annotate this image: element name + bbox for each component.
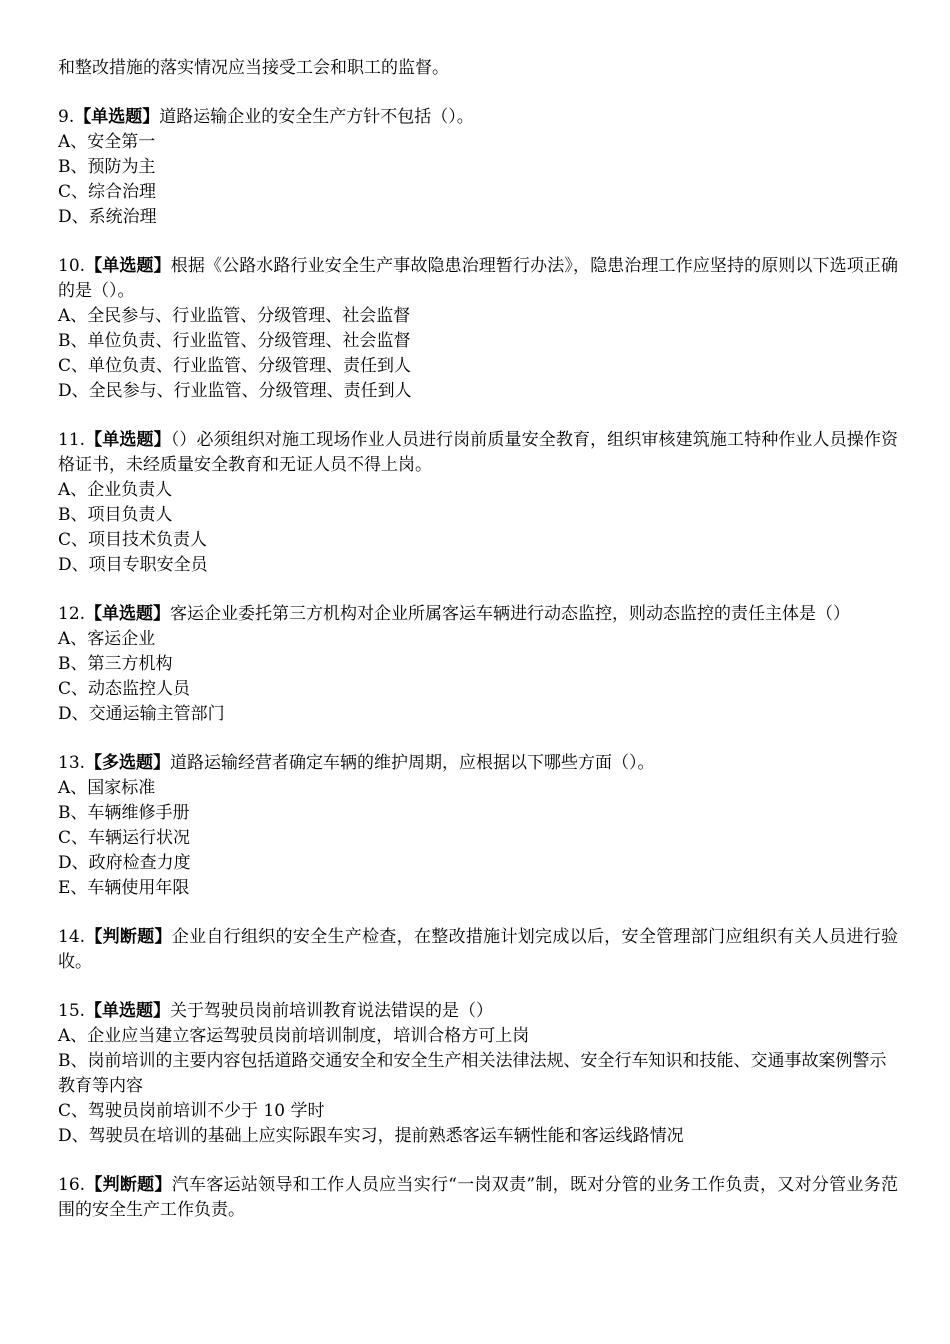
question-number: 10. [58, 256, 86, 276]
answer-option: B、岗前培训的主要内容包括道路交通安全和安全生产相关法律法规、安全行车知识和技能、交通事故案例警示教育等内容 [58, 1051, 887, 1096]
question-stem: 客运企业委托第三方机构对企业所属客运车辆进行动态监控，则动态监控的责任主体是（） [170, 604, 851, 624]
question-type: 【多选题】 [85, 753, 171, 773]
answer-option: D、系统治理 [58, 207, 157, 227]
question-type: 【判断题】 [85, 1175, 172, 1195]
question-block [58, 254, 898, 404]
answer-option: B、预防为主 [58, 157, 156, 177]
answer-option: B、项目负责人 [58, 505, 173, 525]
answer-option: D、政府检查力度 [58, 853, 191, 873]
question-number: 11. [58, 430, 86, 450]
answer-option: D、全民参与、行业监管、分级管理、责任到人 [58, 381, 412, 401]
question-block [58, 602, 898, 727]
question-number: 14. [58, 927, 86, 947]
question-block [58, 105, 898, 230]
question-number: 12. [58, 604, 86, 624]
question-text [58, 925, 898, 975]
document-page [58, 56, 898, 1247]
answer-option: A、安全第一 [58, 132, 156, 152]
answer-option: C、项目技术负责人 [58, 530, 208, 550]
question-block [58, 428, 898, 578]
answer-option: D、交通运输主管部门 [58, 704, 225, 724]
question-stem: 汽车客运站领导和工作人员应当实行“一岗双责”制，既对分管的业务工作负责，又对分管业务范围的安全生产工作负责。 [58, 1175, 898, 1220]
question-stem: 道路运输经营者确定车辆的维护周期，应根据以下哪些方面（）。 [170, 753, 655, 773]
answer-option: A、国家标准 [58, 778, 156, 798]
question-number: 16. [58, 1175, 86, 1195]
question-block [58, 1173, 898, 1223]
answer-option: C、综合治理 [58, 182, 157, 202]
answer-option: A、企业负责人 [58, 480, 173, 500]
question-number: 15. [58, 1001, 86, 1021]
question-stem: （）必须组织对施工现场作业人员进行岗前质量安全教育，组织审核建筑施工特种作业人员操作资格证书，未经质量安全教育和无证人员不得上岗。 [58, 430, 899, 475]
question-text [58, 999, 898, 1024]
question-type: 【单选题】 [85, 430, 171, 450]
question-text [58, 751, 898, 776]
intro-paragraph: 和整改措施的落实情况应当接受工会和职工的监督。 [58, 58, 449, 78]
question-number: 13. [58, 753, 86, 773]
answer-option: C、动态监控人员 [58, 679, 191, 699]
question-stem: 道路运输企业的安全生产方针不包括（）。 [159, 107, 474, 127]
answer-option: A、全民参与、行业监管、分级管理、社会监督 [58, 306, 411, 326]
answer-option: B、单位负责、行业监管、分级管理、社会监督 [58, 331, 411, 351]
question-type: 【单选题】 [85, 604, 171, 624]
question-stem: 根据《公路水路行业安全生产事故隐患治理暂行办法》，隐患治理工作应坚持的原则以下选项正确的是（）。 [58, 256, 899, 301]
answer-option: D、项目专职安全员 [58, 555, 208, 575]
question-type: 【单选题】 [74, 107, 160, 127]
question-block [58, 925, 898, 975]
question-text [58, 428, 898, 478]
question-text [58, 602, 898, 627]
answer-option: B、车辆维修手册 [58, 803, 190, 823]
question-block [58, 999, 898, 1149]
question-number: 9. [58, 107, 75, 127]
answer-option: E、车辆使用年限 [58, 878, 190, 898]
question-text [58, 254, 898, 304]
answer-option: C、单位负责、行业监管、分级管理、责任到人 [58, 356, 412, 376]
answer-option: D、驾驶员在培训的基础上应实际跟车实习，提前熟悉客运车辆性能和客运线路情况 [58, 1126, 684, 1146]
answer-option: C、车辆运行状况 [58, 828, 191, 848]
question-list [58, 105, 898, 1223]
question-stem: 企业自行组织的安全生产检查，在整改措施计划完成以后，安全管理部门应组织有关人员进行验收。 [58, 927, 898, 972]
question-stem: 关于驾驶员岗前培训教育说法错误的是（） [170, 1001, 494, 1021]
question-type: 【单选题】 [85, 256, 171, 276]
answer-option: B、第三方机构 [58, 654, 173, 674]
question-type: 【单选题】 [85, 1001, 171, 1021]
answer-option: A、企业应当建立客运驾驶员岗前培训制度，培训合格方可上岗 [58, 1026, 530, 1046]
answer-option: C、驾驶员岗前培训不少于 10 学时 [58, 1101, 325, 1121]
answer-option: A、客运企业 [58, 629, 156, 649]
question-type: 【判断题】 [85, 927, 172, 947]
question-text [58, 1173, 898, 1223]
question-block [58, 751, 898, 901]
question-text [58, 105, 898, 130]
